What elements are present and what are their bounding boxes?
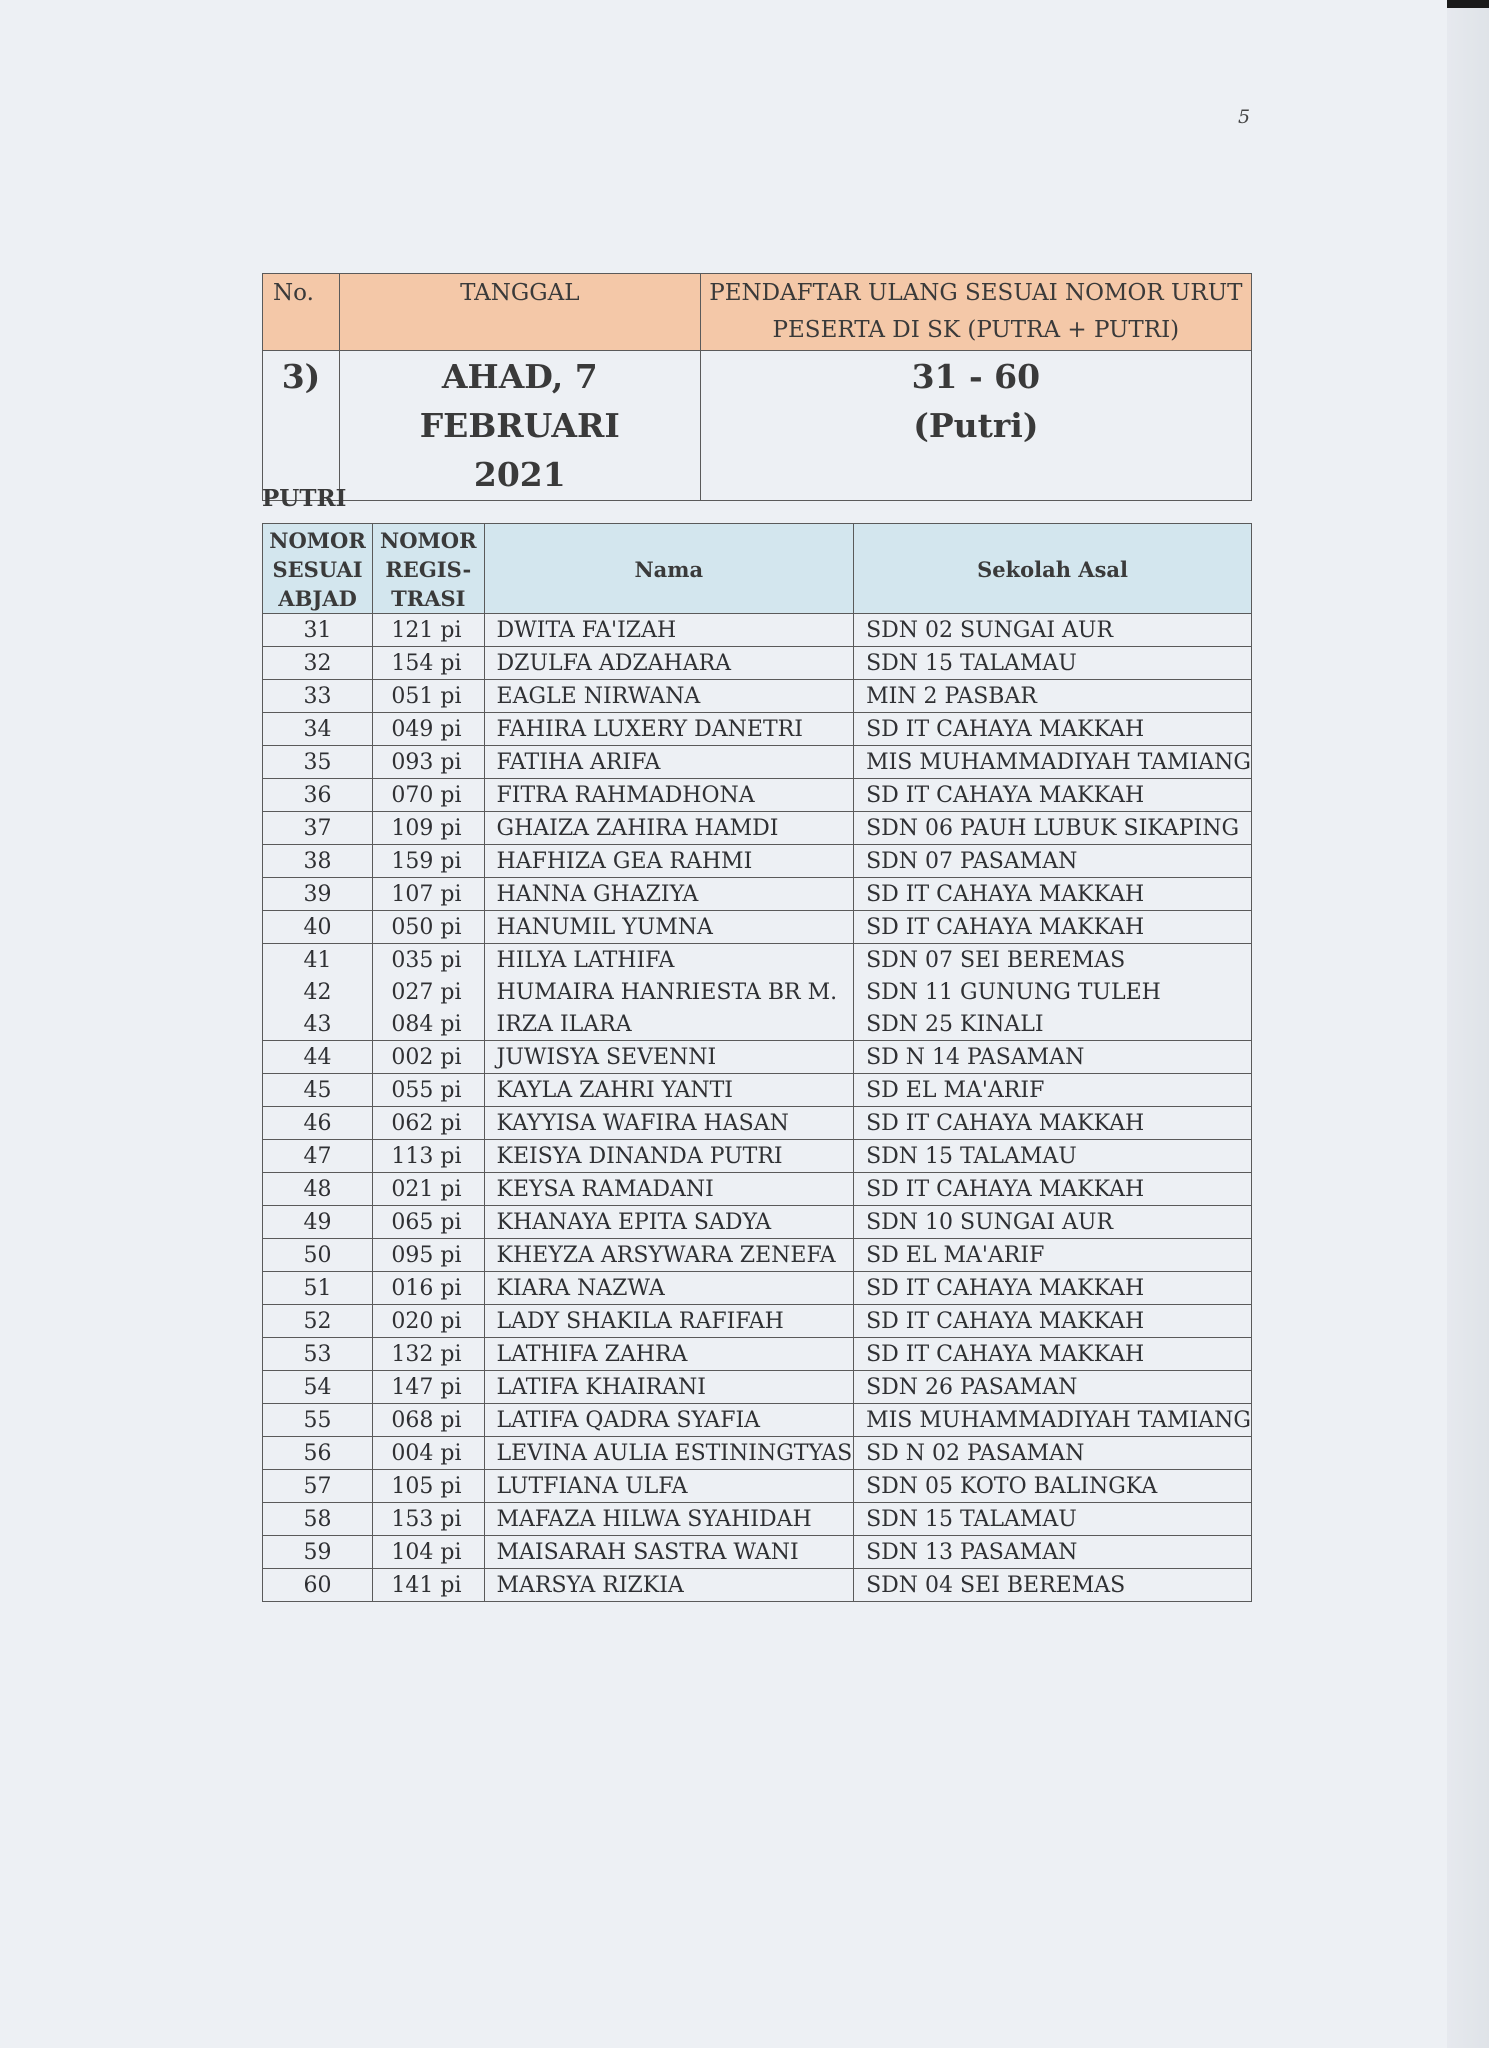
row-name: HANNA GHAZIYA [484, 878, 854, 911]
table-row [263, 1305, 1252, 1338]
row-registration: 065 pi [373, 1206, 484, 1239]
row-school: SDN 26 PASAMAN [854, 1371, 1252, 1404]
table-row [263, 976, 1252, 1008]
row-registration: 068 pi [373, 1404, 484, 1437]
table-row [263, 614, 1252, 647]
row-school: SD IT CAHAYA MAKKAH [854, 878, 1252, 911]
row-registration: 049 pi [373, 713, 484, 746]
row-name: KAYLA ZAHRI YANTI [484, 1074, 854, 1107]
row-registration: 021 pi [373, 1173, 484, 1206]
scan-edge [1447, 0, 1489, 2048]
page-number: 5 [1238, 106, 1251, 128]
row-name: KHEYZA ARSYWARA ZENEFA [484, 1239, 854, 1272]
row-school: SD IT CAHAYA MAKKAH [854, 779, 1252, 812]
header-nomor-sesuai-abjad-line2: SESUAI [272, 557, 363, 582]
row-registration: 121 pi [373, 614, 484, 647]
table-row [263, 878, 1252, 911]
row-no: 45 [263, 1074, 373, 1107]
header-sekolah-asal: Sekolah Asal [854, 524, 1252, 614]
table-row [263, 1503, 1252, 1536]
table-row [263, 1338, 1252, 1371]
row-no: 52 [263, 1305, 373, 1338]
row-no: 34 [263, 713, 373, 746]
header-nomor-registrasi-line3: TRASI [391, 586, 466, 611]
row-school: SD N 02 PASAMAN [854, 1437, 1252, 1470]
row-school: SD IT CAHAYA MAKKAH [854, 1173, 1252, 1206]
table-row [263, 746, 1252, 779]
row-school: SD IT CAHAYA MAKKAH [854, 713, 1252, 746]
header-nomor-registrasi-line1: NOMOR [380, 528, 477, 553]
schedule-header-pendaftar [700, 274, 1251, 351]
schedule-row [263, 351, 1252, 501]
table-row [263, 1569, 1252, 1602]
table-row [263, 911, 1252, 944]
row-school: SDN 07 PASAMAN [854, 845, 1252, 878]
row-registration: 020 pi [373, 1305, 484, 1338]
row-registration: 070 pi [373, 779, 484, 812]
table-row [263, 680, 1252, 713]
row-registration: 109 pi [373, 812, 484, 845]
table-row [263, 944, 1252, 977]
row-registration: 104 pi [373, 1536, 484, 1569]
table-row [263, 713, 1252, 746]
row-school: SDN 13 PASAMAN [854, 1536, 1252, 1569]
row-school: SDN 02 SUNGAI AUR [854, 614, 1252, 647]
row-school: SD EL MA'ARIF [854, 1239, 1252, 1272]
row-name: KEISYA DINANDA PUTRI [484, 1140, 854, 1173]
row-registration: 093 pi [373, 746, 484, 779]
roster-body [263, 614, 1252, 1602]
schedule-row-date-line2: 2021 [473, 455, 566, 494]
row-no: 48 [263, 1173, 373, 1206]
schedule-table [262, 273, 1252, 501]
table-row [263, 647, 1252, 680]
row-name: HILYA LATHIFA [484, 944, 854, 977]
row-no: 55 [263, 1404, 373, 1437]
row-school: SDN 11 GUNUNG TULEH [854, 976, 1252, 1008]
row-no: 40 [263, 911, 373, 944]
table-row [263, 1074, 1252, 1107]
table-row [263, 1371, 1252, 1404]
schedule-header-tanggal: TANGGAL [339, 274, 700, 351]
row-name: FITRA RAHMADHONA [484, 779, 854, 812]
schedule-row-range [700, 351, 1251, 501]
row-registration: 107 pi [373, 878, 484, 911]
row-name: KAYYISA WAFIRA HASAN [484, 1107, 854, 1140]
row-no: 41 [263, 944, 373, 977]
row-registration: 016 pi [373, 1272, 484, 1305]
row-no: 59 [263, 1536, 373, 1569]
row-registration: 141 pi [373, 1569, 484, 1602]
row-name: MARSYA RIZKIA [484, 1569, 854, 1602]
row-school: MIN 2 PASBAR [854, 680, 1252, 713]
row-registration: 147 pi [373, 1371, 484, 1404]
row-no: 49 [263, 1206, 373, 1239]
row-name: DWITA FA'IZAH [484, 614, 854, 647]
row-no: 53 [263, 1338, 373, 1371]
row-school: SDN 07 SEI BEREMAS [854, 944, 1252, 977]
row-no: 50 [263, 1239, 373, 1272]
table-row [263, 1536, 1252, 1569]
schedule-row-no: 3) [263, 351, 340, 501]
row-no: 38 [263, 845, 373, 878]
schedule-header-pendaftar-line1: PENDAFTAR ULANG SESUAI NOMOR URUT [709, 280, 1243, 306]
row-no: 57 [263, 1470, 373, 1503]
table-row [263, 1437, 1252, 1470]
scan-corner-mark [1447, 0, 1489, 8]
row-name: LATIFA KHAIRANI [484, 1371, 854, 1404]
row-name: HAFHIZA GEA RAHMI [484, 845, 854, 878]
row-name: FAHIRA LUXERY DANETRI [484, 713, 854, 746]
table-row [263, 1404, 1252, 1437]
row-school: SD IT CAHAYA MAKKAH [854, 1338, 1252, 1371]
table-row [263, 845, 1252, 878]
table-row [263, 779, 1252, 812]
row-name: MAFAZA HILWA SYAHIDAH [484, 1503, 854, 1536]
row-no: 42 [263, 976, 373, 1008]
row-registration: 055 pi [373, 1074, 484, 1107]
row-name: LEVINA AULIA ESTININGTYAS [484, 1437, 854, 1470]
row-name: MAISARAH SASTRA WANI [484, 1536, 854, 1569]
row-school: SD EL MA'ARIF [854, 1074, 1252, 1107]
table-row [263, 1173, 1252, 1206]
section-label: PUTRI [262, 485, 347, 512]
table-row [263, 1470, 1252, 1503]
header-nomor-sesuai-abjad [263, 524, 373, 614]
row-school: SDN 06 PAUH LUBUK SIKAPING [854, 812, 1252, 845]
row-school: SDN 05 KOTO BALINGKA [854, 1470, 1252, 1503]
row-name: LATHIFA ZAHRA [484, 1338, 854, 1371]
schedule-row-date-line1: AHAD, 7 FEBRUARI [419, 357, 620, 445]
row-no: 31 [263, 614, 373, 647]
row-name: JUWISYA SEVENNI [484, 1041, 854, 1074]
row-no: 33 [263, 680, 373, 713]
row-school: SDN 04 SEI BEREMAS [854, 1569, 1252, 1602]
table-row [263, 1107, 1252, 1140]
row-name: LATIFA QADRA SYAFIA [484, 1404, 854, 1437]
row-no: 56 [263, 1437, 373, 1470]
row-registration: 159 pi [373, 845, 484, 878]
row-registration: 002 pi [373, 1041, 484, 1074]
header-nomor-registrasi [373, 524, 484, 614]
row-name: LADY SHAKILA RAFIFAH [484, 1305, 854, 1338]
row-registration: 004 pi [373, 1437, 484, 1470]
row-school: SDN 25 KINALI [854, 1008, 1252, 1041]
header-nomor-sesuai-abjad-line3: ABJAD [278, 586, 357, 611]
table-row [263, 1272, 1252, 1305]
row-no: 32 [263, 647, 373, 680]
row-no: 44 [263, 1041, 373, 1074]
row-no: 39 [263, 878, 373, 911]
row-name: HUMAIRA HANRIESTA BR M. [484, 976, 854, 1008]
row-name: DZULFA ADZAHARA [484, 647, 854, 680]
header-nomor-registrasi-line2: REGIS- [385, 557, 472, 582]
row-no: 35 [263, 746, 373, 779]
row-school: SDN 15 TALAMAU [854, 1503, 1252, 1536]
row-no: 58 [263, 1503, 373, 1536]
schedule-row-range-line2: (Putri) [913, 406, 1039, 445]
row-school: SD IT CAHAYA MAKKAH [854, 911, 1252, 944]
header-nama: Nama [484, 524, 854, 614]
row-registration: 132 pi [373, 1338, 484, 1371]
row-name: GHAIZA ZAHIRA HAMDI [484, 812, 854, 845]
row-school: SD IT CAHAYA MAKKAH [854, 1272, 1252, 1305]
row-school: SD IT CAHAYA MAKKAH [854, 1107, 1252, 1140]
roster-table [262, 523, 1252, 1602]
row-school: MIS MUHAMMADIYAH TAMIANG [854, 1404, 1252, 1437]
row-school: MIS MUHAMMADIYAH TAMIANG [854, 746, 1252, 779]
row-name: EAGLE NIRWANA [484, 680, 854, 713]
row-name: KEYSA RAMADANI [484, 1173, 854, 1206]
row-no: 43 [263, 1008, 373, 1041]
schedule-header-pendaftar-line2: PESERTA DI SK (PUTRA + PUTRI) [772, 317, 1180, 343]
row-registration: 153 pi [373, 1503, 484, 1536]
row-registration: 035 pi [373, 944, 484, 977]
row-name: FATIHA ARIFA [484, 746, 854, 779]
row-registration: 027 pi [373, 976, 484, 1008]
row-registration: 095 pi [373, 1239, 484, 1272]
row-no: 46 [263, 1107, 373, 1140]
table-row [263, 812, 1252, 845]
row-registration: 051 pi [373, 680, 484, 713]
row-name: KHANAYA EPITA SADYA [484, 1206, 854, 1239]
row-registration: 113 pi [373, 1140, 484, 1173]
row-school: SDN 15 TALAMAU [854, 647, 1252, 680]
row-name: IRZA ILARA [484, 1008, 854, 1041]
schedule-row-date [339, 351, 700, 501]
row-name: HANUMIL YUMNA [484, 911, 854, 944]
row-no: 54 [263, 1371, 373, 1404]
schedule-header-no: No. [263, 274, 340, 351]
header-nomor-sesuai-abjad-line1: NOMOR [269, 528, 366, 553]
table-row [263, 1140, 1252, 1173]
row-school: SDN 10 SUNGAI AUR [854, 1206, 1252, 1239]
schedule-row-range-line1: 31 - 60 [911, 357, 1041, 396]
row-no: 51 [263, 1272, 373, 1305]
table-row [263, 1206, 1252, 1239]
row-no: 47 [263, 1140, 373, 1173]
table-row [263, 1041, 1252, 1074]
row-no: 37 [263, 812, 373, 845]
row-name: KIARA NAZWA [484, 1272, 854, 1305]
row-registration: 154 pi [373, 647, 484, 680]
row-no: 36 [263, 779, 373, 812]
roster-header-row [263, 524, 1252, 614]
row-registration: 062 pi [373, 1107, 484, 1140]
row-registration: 050 pi [373, 911, 484, 944]
row-school: SD N 14 PASAMAN [854, 1041, 1252, 1074]
table-row [263, 1239, 1252, 1272]
row-registration: 084 pi [373, 1008, 484, 1041]
row-school: SD IT CAHAYA MAKKAH [854, 1305, 1252, 1338]
row-name: LUTFIANA ULFA [484, 1470, 854, 1503]
row-school: SDN 15 TALAMAU [854, 1140, 1252, 1173]
table-row [263, 1008, 1252, 1041]
row-registration: 105 pi [373, 1470, 484, 1503]
row-no: 60 [263, 1569, 373, 1602]
schedule-header-row [263, 274, 1252, 351]
